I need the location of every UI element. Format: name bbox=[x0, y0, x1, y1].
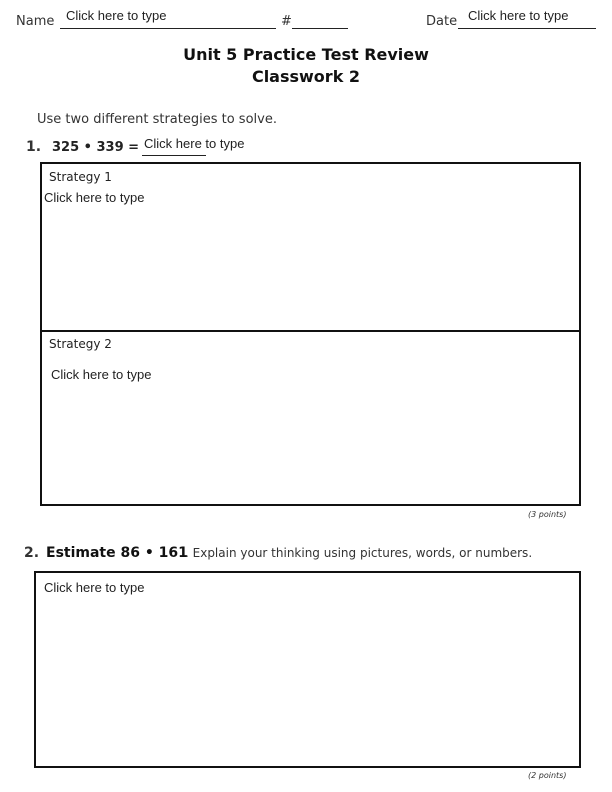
strategy2-label: Strategy 2 bbox=[49, 337, 112, 351]
question1-points: (3 points) bbox=[528, 510, 567, 519]
question1-expression: 325 • 339 = bbox=[52, 140, 140, 155]
strategy-box bbox=[40, 162, 581, 506]
strategy2-field[interactable]: Click here to type bbox=[51, 367, 152, 382]
name-field[interactable]: Click here to type bbox=[66, 8, 167, 23]
question1-answer-field[interactable]: Click here to type bbox=[144, 136, 245, 151]
question2-answer-field[interactable]: Click here to type bbox=[44, 580, 145, 595]
name-label: Name bbox=[16, 14, 55, 29]
question2-estimate: Estimate 86 • 161 bbox=[46, 545, 188, 561]
page-title: Unit 5 Practice Test Review bbox=[183, 45, 429, 64]
date-underline bbox=[458, 28, 596, 29]
name-underline bbox=[60, 28, 276, 29]
strategy-divider bbox=[40, 330, 581, 332]
question1-answer-underline bbox=[142, 155, 206, 156]
question2-number: 2. bbox=[24, 545, 40, 561]
date-label: Date bbox=[426, 14, 458, 29]
date-field[interactable]: Click here to type bbox=[468, 8, 569, 23]
number-field[interactable] bbox=[292, 28, 348, 29]
page-subtitle: Classwork 2 bbox=[251, 67, 361, 86]
instructions: Use two different strategies to solve. bbox=[37, 112, 277, 127]
question2-prompt: . Explain your thinking using pictures, words, or numbers. bbox=[185, 546, 533, 560]
question1-number: 1. bbox=[26, 139, 42, 155]
strategy1-field[interactable]: Click here to type bbox=[44, 190, 145, 205]
question2-points: (2 points) bbox=[528, 771, 567, 780]
question2-answer-box bbox=[34, 571, 581, 768]
number-label: # bbox=[281, 14, 292, 29]
strategy1-label: Strategy 1 bbox=[49, 170, 112, 184]
